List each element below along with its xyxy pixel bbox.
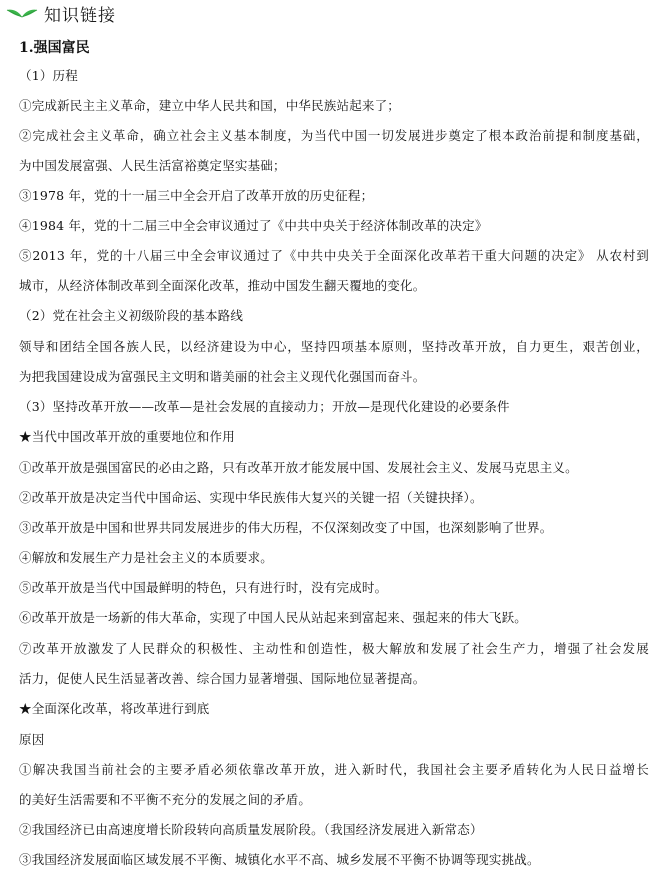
star-heading: ★当代中国改革开放的重要地位和作用 — [19, 429, 235, 444]
text-line: ④1984 年，党的十二届三中全会审议通过了《中共中央关于经济体制改革的决定》 — [19, 218, 488, 233]
text-line: 活力，促使人民生活显著改善、综合国力显著增强、国际地位显著提高。 — [19, 671, 426, 686]
star-heading: ★全面深化改革，将改革进行到底 — [19, 701, 210, 716]
subheading: （2）党在社会主义初级阶段的基本路线 — [19, 308, 244, 323]
text-line: ⑤改革开放是当代中国最鲜明的特色，只有进行时，没有完成时。 — [19, 580, 388, 595]
section-header — [6, 0, 116, 26]
text-line: ④解放和发展生产力是社会主义的本质要求。 — [19, 550, 274, 565]
text-line: ①完成新民主主义革命，建立中华人民共和国，中华民族站起来了； — [19, 98, 401, 113]
text-line: ①改革开放是强国富民的必由之路，只有改革开放才能发展中国、发展社会主义、发展马克思主义。 — [19, 460, 578, 475]
text-line: ⑦改革开放激发了人民群众的积极性、主动性和创造性，极大解放和发展了社会生产力，增强了社会发展 — [19, 641, 649, 656]
text-line: ③改革开放是中国和世界共同发展进步的伟大历程，不仅深刻改变了中国，也深刻影响了世界。 — [19, 520, 553, 535]
header-title: 知识链接 — [44, 5, 116, 26]
text-line: ②我国经济已由高速度增长阶段转向高质量发展阶段。（我国经济发展进入新常态） — [19, 822, 483, 837]
text-line: 为中国发展富强、人民生活富裕奠定坚实基础； — [19, 158, 286, 173]
text-line: ⑥改革开放是一场新的伟大革命，实现了中国人民从站起来到富起来、强起来的伟大飞跃。 — [19, 610, 528, 625]
subheading: 原因 — [19, 732, 45, 747]
text-line: ②完成社会主义革命，确立社会主义基本制度，为当代中国一切发展进步奠定了根本政治前提和制度基础， — [19, 128, 649, 143]
text-line: 领导和团结全国各族人民，以经济建设为中心，坚持四项基本原则，坚持改革开放，自力更生，艰苦创业， — [19, 339, 649, 354]
text-line: ⑤2013 年，党的十八届三中全会审议通过了《中共中央关于全面深化改革若干重大问题的决定》 从农村到 — [19, 248, 649, 263]
text-line: ③我国经济发展面临区域发展不平衡、城镇化水平不高、城乡发展不平衡不协调等现实挑战。 — [19, 852, 540, 867]
subheading: （3）坚持改革开放——改革—是社会发展的直接动力；开放—是现代化建设的必要条件 — [19, 399, 510, 414]
text-line: 的美好生活需要和不平衡不充分的发展之间的矛盾。 — [19, 792, 312, 807]
subheading: （1）历程 — [19, 68, 78, 83]
text-line: ①解决我国当前社会的主要矛盾必须依靠改革开放，进入新时代，我国社会主要矛盾转化为人民日益增长 — [19, 762, 649, 777]
text-line: ③1978 年，党的十一届三中全会开启了改革开放的历史征程； — [19, 188, 374, 203]
section-title: 1.强国富民 — [19, 40, 90, 56]
text-line: 为把我国建设成为富强民主文明和谐美丽的社会主义现代化强国而奋斗。 — [19, 369, 426, 384]
text-line: 城市，从经济体制改革到全面深化改革，推动中国发生翻天覆地的变化。 — [19, 278, 426, 293]
text-line: ②改革开放是决定当代中国命运、实现中华民族伟大复兴的关键一招（关键抉择）。 — [19, 490, 483, 505]
leaf-icon — [6, 6, 38, 20]
